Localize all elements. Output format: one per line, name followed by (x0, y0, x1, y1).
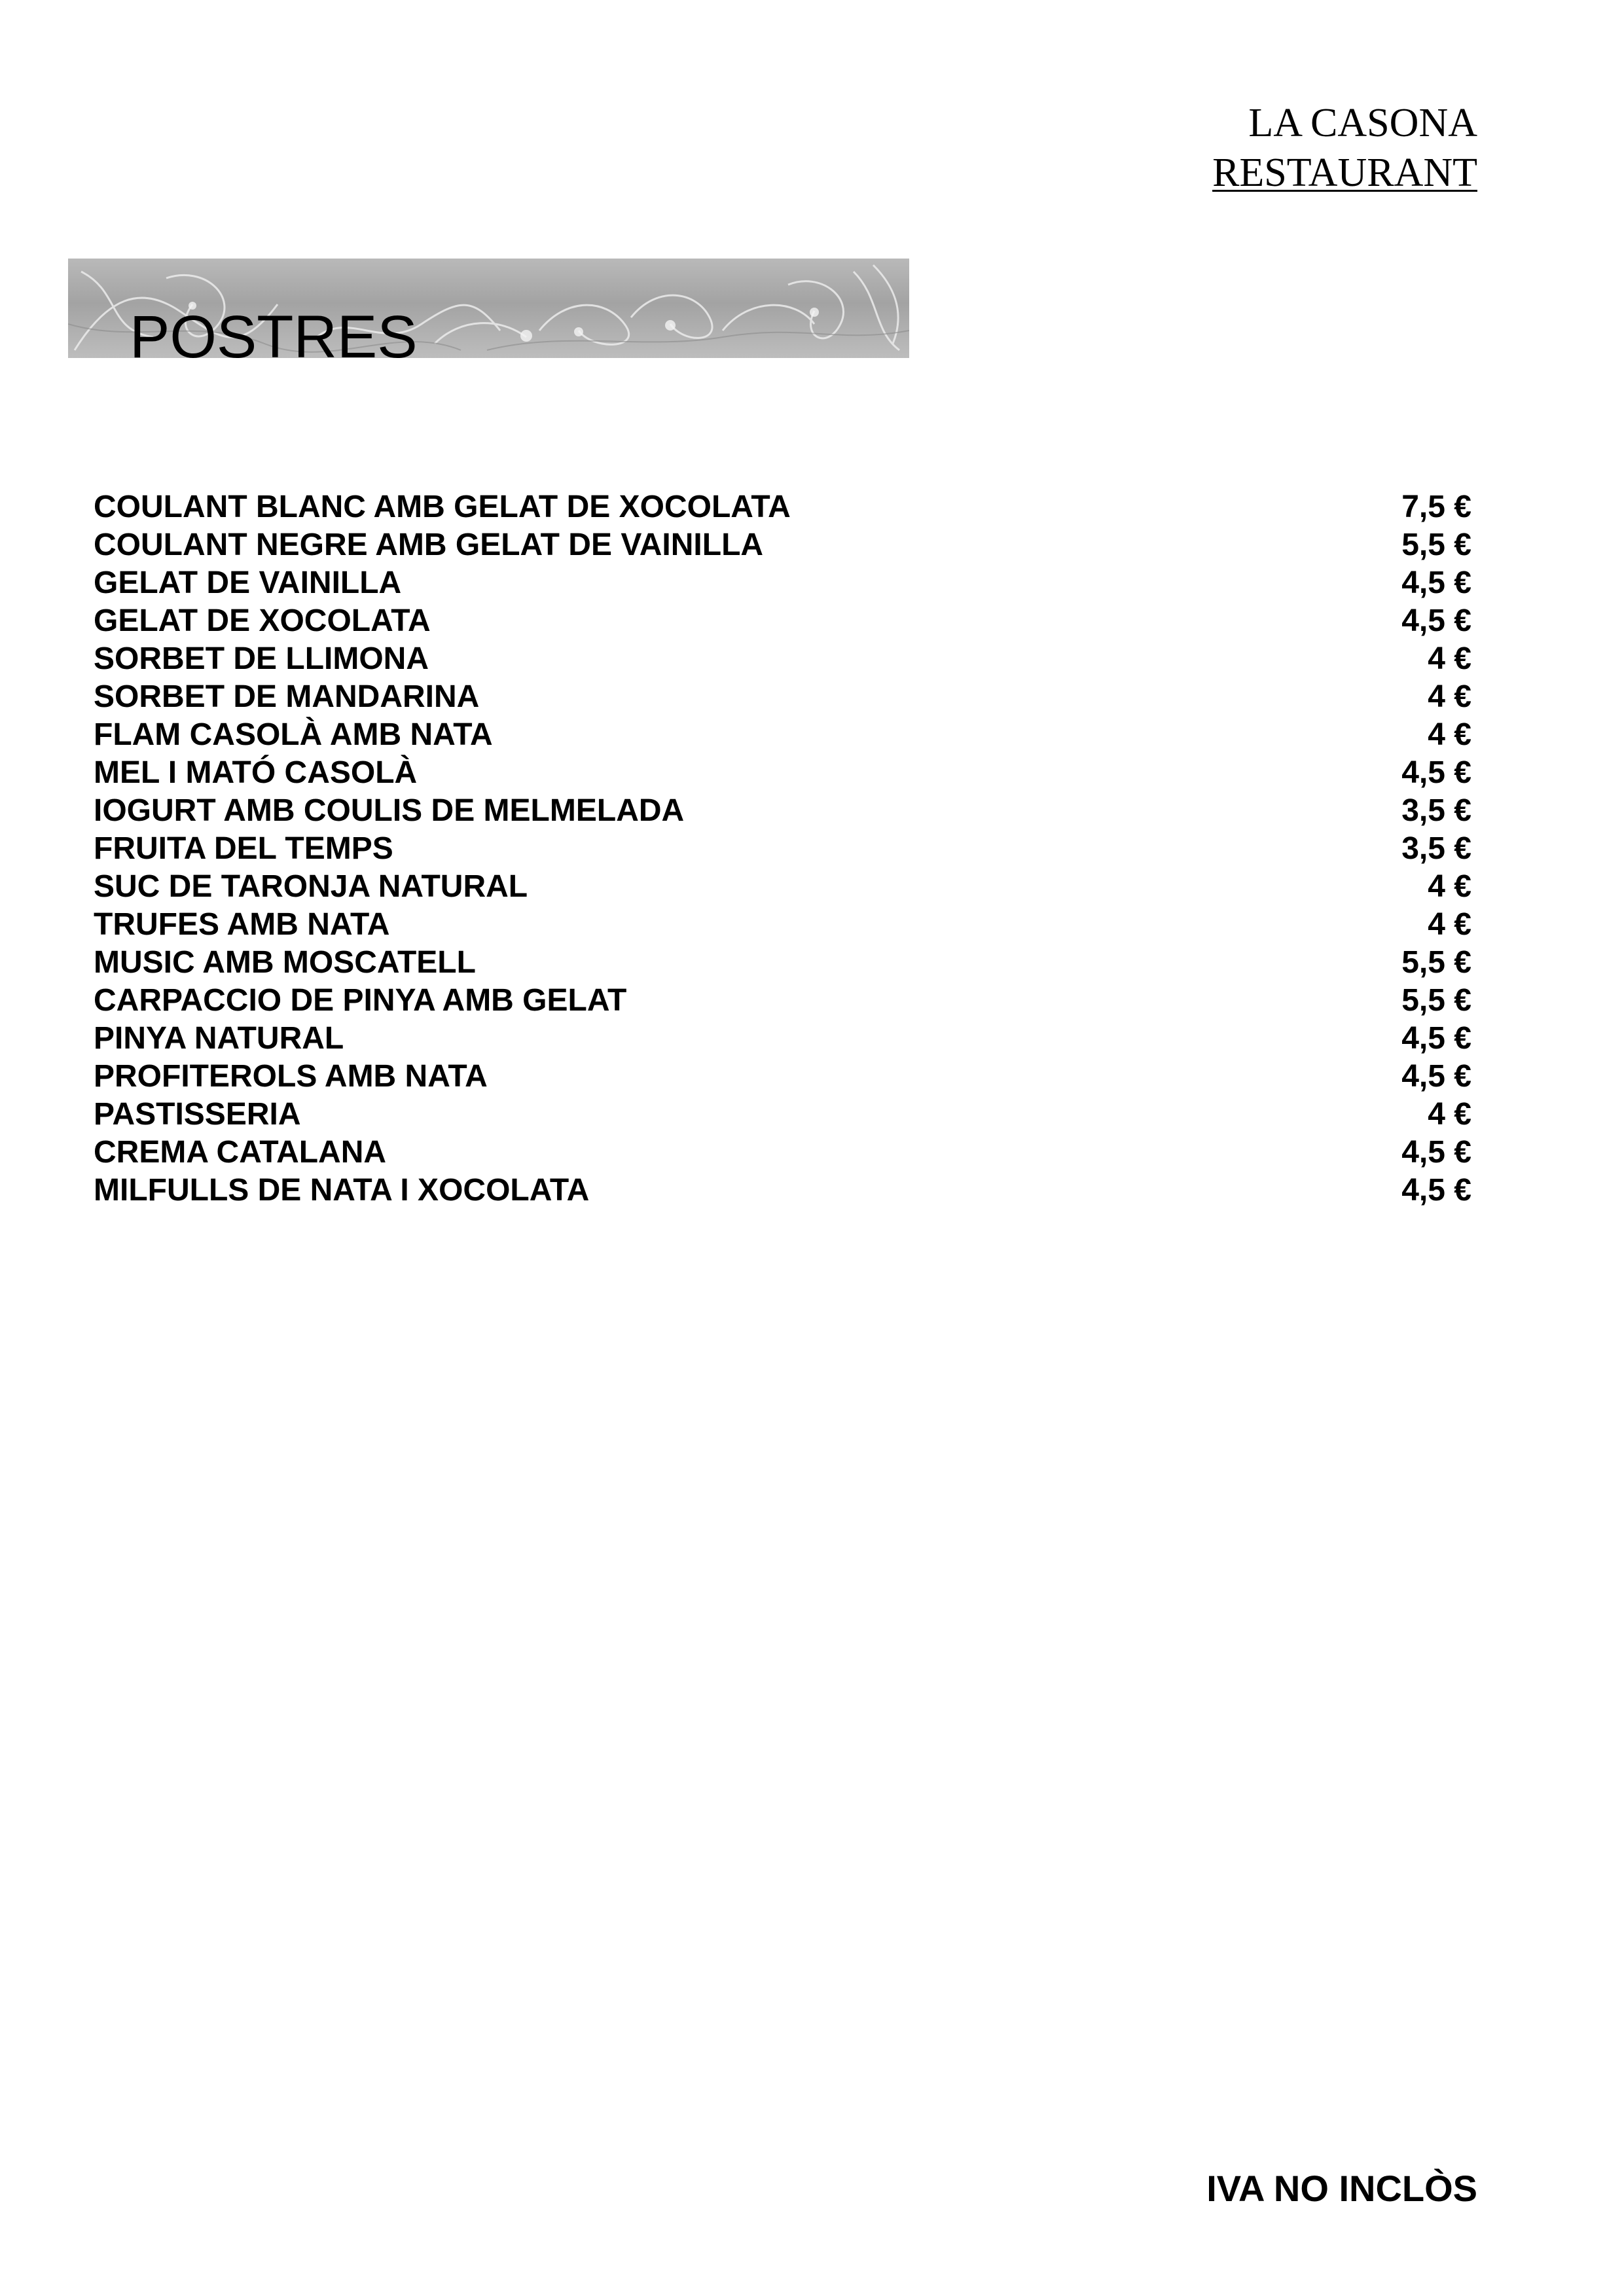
menu-item-price: 5,5 € (1401, 983, 1471, 1018)
menu-item-price: 4,5 € (1401, 1021, 1471, 1056)
menu-item-price: 4,5 € (1401, 1173, 1471, 1208)
menu-item-price: 5,5 € (1401, 945, 1471, 980)
menu-item (94, 906, 1471, 944)
menu-item-name: FRUITA DEL TEMPS (94, 831, 393, 866)
menu-item (94, 640, 1471, 678)
menu-item-name: CREMA CATALANA (94, 1135, 387, 1170)
menu-item-price: 4,5 € (1401, 1135, 1471, 1170)
menu-item (94, 678, 1471, 716)
menu-item-name: IOGURT AMB COULIS DE MELMELADA (94, 793, 685, 828)
menu-item (94, 1172, 1471, 1210)
menu-item-price: 4 € (1428, 717, 1471, 752)
menu-item (94, 830, 1471, 868)
menu-item-name: TRUFES AMB NATA (94, 907, 390, 942)
menu-item (94, 526, 1471, 564)
menu-item-name: PASTISSERIA (94, 1097, 301, 1132)
menu-item-price: 4 € (1428, 907, 1471, 942)
menu-item-name: COULANT BLANC AMB GELAT DE XOCOLATA (94, 490, 791, 524)
menu-item-name: MUSIC AMB MOSCATELL (94, 945, 476, 980)
menu-item-name: SORBET DE LLIMONA (94, 641, 429, 676)
menu-item-price: 3,5 € (1401, 793, 1471, 828)
menu-item-price: 5,5 € (1401, 528, 1471, 562)
menu-item-price: 4,5 € (1401, 603, 1471, 638)
menu-item (94, 564, 1471, 602)
menu-item-name: COULANT NEGRE AMB GELAT DE VAINILLA (94, 528, 764, 562)
menu-item (94, 868, 1471, 906)
menu-item (94, 1134, 1471, 1172)
menu-item-name: GELAT DE VAINILLA (94, 565, 402, 600)
menu-item-price: 4 € (1428, 679, 1471, 714)
menu-item (94, 1020, 1471, 1058)
menu-item-price: 4,5 € (1401, 755, 1471, 790)
menu-item (94, 754, 1471, 792)
menu-item (94, 792, 1471, 830)
restaurant-header (1212, 98, 1477, 198)
menu-item-price: 7,5 € (1401, 490, 1471, 524)
section-title: POSTRES (130, 304, 418, 358)
menu-item-price: 4 € (1428, 641, 1471, 676)
menu-item-name: CARPACCIO DE PINYA AMB GELAT (94, 983, 627, 1018)
menu-item-name: MILFULLS DE NATA I XOCOLATA (94, 1173, 590, 1208)
menu-item-name: MEL I MATÓ CASOLÀ (94, 755, 418, 790)
section-banner (68, 259, 909, 358)
tax-note: IVA NO INCLÒS (1206, 2168, 1477, 2209)
menu-item-price: 4 € (1428, 869, 1471, 904)
menu-item-name: PROFITEROLS AMB NATA (94, 1059, 488, 1094)
menu-item (94, 1096, 1471, 1134)
menu-item (94, 488, 1471, 526)
menu-item (94, 982, 1471, 1020)
dessert-menu-list (94, 488, 1471, 1210)
menu-item (94, 1058, 1471, 1096)
restaurant-name: LA CASONA (1248, 101, 1477, 145)
menu-item-price: 4,5 € (1401, 1059, 1471, 1094)
menu-item-name: FLAM CASOLÀ AMB NATA (94, 717, 493, 752)
menu-item-name: PINYA NATURAL (94, 1021, 344, 1056)
menu-item-price: 3,5 € (1401, 831, 1471, 866)
menu-item-name: SORBET DE MANDARINA (94, 679, 480, 714)
menu-item-name: SUC DE TARONJA NATURAL (94, 869, 528, 904)
menu-item-name: GELAT DE XOCOLATA (94, 603, 431, 638)
menu-item (94, 602, 1471, 640)
menu-item-price: 4 € (1428, 1097, 1471, 1132)
menu-item (94, 716, 1471, 754)
menu-item-price: 4,5 € (1401, 565, 1471, 600)
menu-item (94, 944, 1471, 982)
restaurant-subtitle: RESTAURANT (1212, 151, 1477, 195)
